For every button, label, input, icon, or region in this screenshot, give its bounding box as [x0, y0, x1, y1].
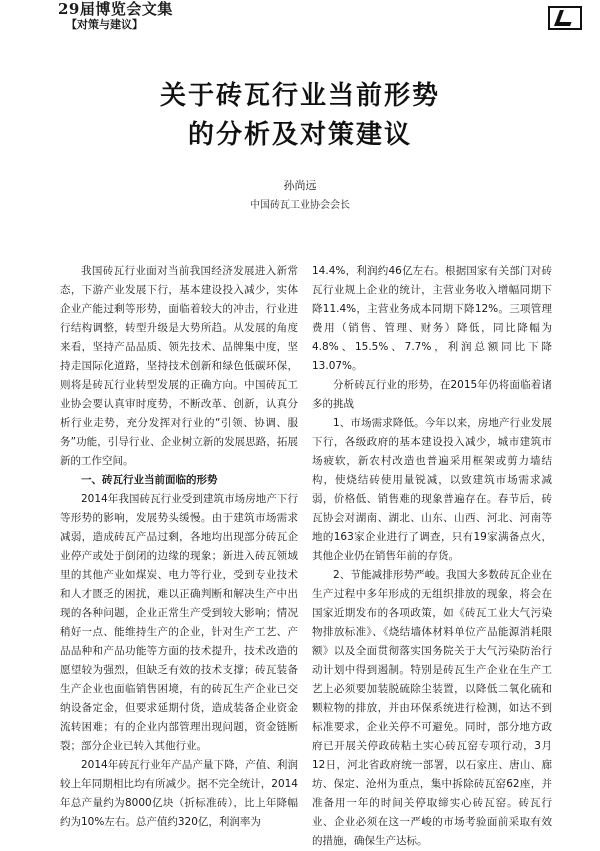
author-name: 孙尚远: [283, 179, 317, 192]
header-block: [58, 0, 173, 32]
article-title-line2: 的分析及对策建议: [187, 120, 412, 150]
left-paragraph-1: 我国砖瓦行业面对当前我国经济发展进入新常态，下游产业发展下行，基本建设投入减少，实体企业产能过剩等形势，面临着较大的冲击，行业进行结构调整，转型升级是大势所趋。从发展的角度来看，坚持产品品质、领先技术、品牌集中度，坚持走国际化道路，坚持技术创新和绿色低碳环保，则将是砖瓦行业转型发展的正确方向。中国砖瓦工业协会要认真审时度势，不断改革、创新，认真分析行业走势，充分发挥对行业的“引领、协调、服务”功能，引导行业、企业树立新的发展思路，拓展新的工作空间。: [60, 265, 298, 467]
section-tag: 【对策与建议】: [66, 18, 143, 31]
right-paragraph-1: 14.4%，利润约46亿左右。根据国家有关部门对砖瓦行业规上企业的统计，主营业务收入增幅同期下降11.4%，主营业务成本同期下降12%。三项管理费用（销售、管理、财务）降低，同比降幅为4.8%、15.5%、7.7%，利润总额同比下降13.07%。: [312, 265, 552, 372]
expo-title: 29届博览会文集: [58, 0, 173, 18]
right-paragraph-3: 1、市场需求降低。今年以来，房地产行业发展下行，各级政府的基本建设投入减少，城市建筑市场疲软，新农村改造也普遍采用框架或剪力墙结构，使烧结砖使用量锐减，以致建筑市场需求减弱，价格低、销售难的现象普遍存在。春节后，砖瓦协会对湖南、湖北、山东、山西、河北、河南等地的163家企业进行了调查，只有19家满备点火，其他企业仍在销售年前的存货。: [312, 417, 552, 562]
left-paragraph-2: 2014年我国砖瓦行业受到建筑市场房地产下行等形势的影响，发展势头缓慢。由于建筑市场需求减弱，造成砖瓦产品过剩，各地均出现部分砖瓦企业停产或处于倒闭的边缘的现象；新进入砖瓦领域里的其他产业如煤炭、电力等行业，受到专业技术和人才匮乏的困扰，难以正确判断和解决生产中出现的各种问题，企业正常生产受到较大影响；情况稍好一点、能维持生产的企业，针对生产工艺、产品品种和产品功能等方面的技术提升，技术改造的愿望较为强烈，但缺乏有效的技术支撑；砖瓦装备生产企业也面临销售困境，有的砖瓦生产企业已交纳设备定金，但要求延期付货，造成装备企业资金流转困难；有的企业内部管理出现问题，资金链断裂；部分企业已转入其他行业。: [60, 493, 298, 752]
left-column: [60, 262, 298, 832]
right-paragraph-4: 2、节能减排形势严峻。我国大多数砖瓦企业在生产过程中多年形成的无组织排放的现象，将会在国家近期发布的各项政策，如《砖瓦工业大气污染物排放标准》、《烧结墙体材料单位产品能源消耗限额》以及全面贯彻落实国务院关于大气污染防治行动计划中得到遏制。特别是砖瓦生产企业在生产工艺上必须要加装脱硫除尘装置，以降低二氧化硫和颗粒物的排放，并由环保系统进行检测，如达不到标准要求，企业关停不可避免。同时，部分地方政府已开展关停政砖粘土实心砖瓦窑专项行动，3月12日，河北省政府统一部署，以石家庄、唐山、廊坊、保定、沧州为重点，集中拆除砖瓦窑62座，并准备用一年的时间关停取缔实心砖瓦窑。砖瓦行业、企业必须在这一严峻的市场考验面前采取有效的措施，确保生产达标。: [312, 569, 552, 847]
article-title-line1: 关于砖瓦行业当前形势: [159, 81, 440, 111]
right-paragraph-2: 分析砖瓦行业的形势，在2015年仍将面临着诸多的挑战: [312, 379, 552, 410]
page-corner-mark-icon: [548, 6, 582, 30]
right-column: [312, 262, 552, 851]
left-paragraph-3: 2014年砖瓦行业年产品产量下降，产值、利润较上年同期相比均有所减少。据不完全统计，2014年总产量约为8000亿块（折标准砖），比上年降幅约为10%左右。总产值约320亿，利润率为: [60, 759, 298, 828]
section-heading-1: 一、砖瓦行业当前面临的形势: [81, 474, 218, 486]
author-affiliation: 中国砖瓦工业协会会长: [250, 200, 350, 211]
